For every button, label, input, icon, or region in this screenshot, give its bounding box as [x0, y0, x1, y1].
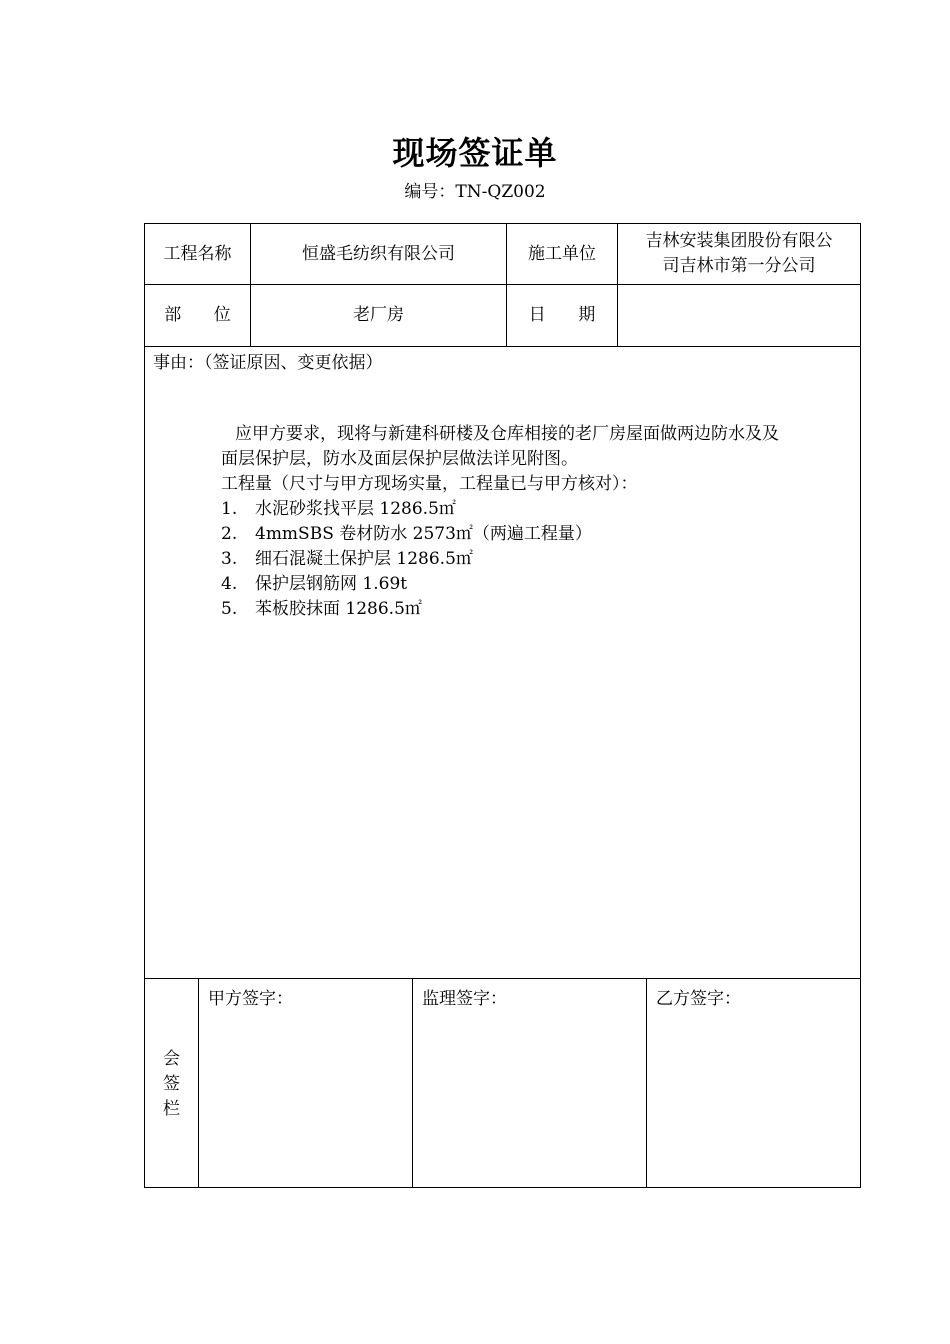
reason-paragraph-line2: 面层保护层，防水及面层保护层做法详见附图。: [221, 449, 578, 469]
countersign-char: 会: [163, 1048, 180, 1069]
list-item: [221, 522, 855, 547]
contractor-value-line2: 司吉林市第一分公司: [662, 256, 816, 276]
party-a-signature-label: 甲方签字：: [208, 989, 293, 1009]
list-item-number: 4.: [221, 574, 238, 594]
certificate-table: [144, 223, 861, 1188]
serial-number: 编号：TN-QZ002: [404, 182, 546, 202]
list-item: [221, 572, 855, 597]
reason-heading: 事由：（签证原因、变更依据）: [153, 353, 383, 373]
contractor-value-line1: 吉林安装集团股份有限公: [645, 231, 833, 251]
date-label: 日 期: [528, 305, 596, 325]
project-name-label: 工程名称: [163, 243, 232, 264]
list-item-text: 水泥砂浆找平层 1286.5㎡: [255, 499, 456, 519]
list-item-number: 1.: [221, 499, 238, 519]
list-item-text: 4mmSBS 卷材防水 2573㎡（两遍工程量）: [255, 524, 592, 544]
list-item-text: 保护层钢筋网 1.69t: [255, 574, 408, 594]
location-label: 部 位: [164, 305, 231, 325]
list-item: [221, 597, 855, 622]
list-item-text: 苯板胶抹面 1286.5㎡: [255, 599, 422, 619]
reason-content: [221, 422, 855, 622]
list-item-number: 3.: [221, 549, 238, 569]
list-item: [221, 547, 855, 572]
list-item-text: 细石混凝土保护层 1286.5㎡: [255, 549, 473, 569]
countersign-char: 签: [163, 1073, 180, 1094]
date-value: [618, 285, 860, 346]
document-title: 现场签证单: [392, 134, 558, 172]
countersign-char: 栏: [163, 1098, 180, 1119]
supervisor-signature-label: 监理签字：: [422, 989, 507, 1009]
location-value: 老厂房: [353, 305, 404, 325]
list-item-number: 2.: [221, 524, 238, 544]
list-item: [221, 497, 855, 522]
quantity-intro: 工程量（尺寸与甲方现场实量，工程量已与甲方核对）：: [221, 474, 638, 494]
contractor-value: [618, 224, 860, 284]
contractor-label: 施工单位: [528, 243, 596, 264]
reason-paragraph-line1: 应甲方要求，现将与新建科研楼及仓库相接的老厂房屋面做两边防水及及: [235, 424, 779, 444]
party-b-signature-label: 乙方签字：: [656, 989, 741, 1009]
list-item-number: 5.: [221, 599, 238, 619]
countersign-section-label: [145, 979, 198, 1189]
project-name-value: 恒盛毛纺织有限公司: [302, 243, 455, 264]
